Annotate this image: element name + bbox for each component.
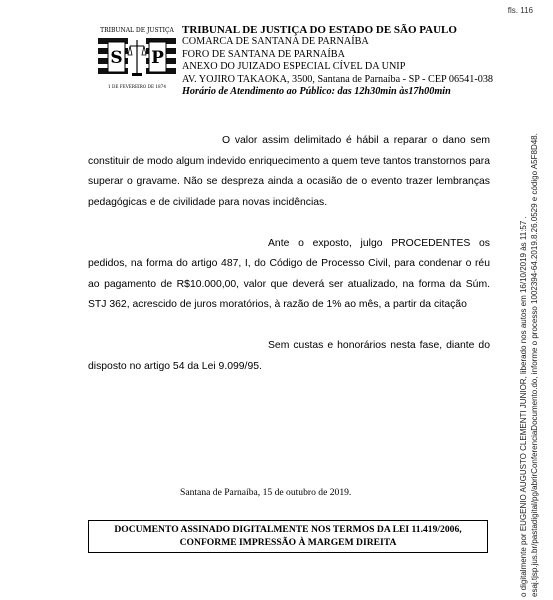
comarca: COMARCA DE SANTANA DE PARNAÍBA [182, 36, 369, 48]
seal-letter-s: S [110, 48, 123, 68]
digital-signature-stamp [88, 520, 488, 553]
margin-note-line-2: esaj.tjsp.jus.br/pastadigital/pg/abrirConferenciaDocumento.do, informe o processo 1002394-64.2019.8.26.0529 e código A5F8D48. [529, 133, 539, 597]
stamp-line-1: DOCUMENTO ASSINADO DIGITALMENTE NOS TERMOS DA LEI 11.419/2006, [114, 524, 462, 535]
seal-top-text: TRIBUNAL DE JUSTIÇA [100, 27, 174, 34]
paragraph-ruling: Ante o exposto, julgo PROCEDENTES os pedidos, na forma do artigo 487, I, do Código de Processo Civil, para condenar o réu ao pagamento de R$10.000,00, valor que deverá ser atualizado, na forma da Súm. STJ 362, acrescido de juros moratórios, à razão de 1% ao mês, a partir da citação [88, 237, 490, 310]
court-name: TRIBUNAL DE JUSTIÇA DO ESTADO DE SÃO PAULO [182, 24, 457, 36]
margin-note-line-1: o digitalmente por EUGENIO AUGUSTO CLEMENTI JUNIOR, liberado nos autos em 16/10/2019 às 11:57 . [519, 216, 528, 597]
service-hours: Horário de Atendimento ao Público: das 12h30min às17h00min [182, 86, 451, 98]
court-header [182, 24, 512, 98]
seal-bottom-text: 1 DE FEVEREIRO DE 1874 [108, 84, 166, 89]
seal-letter-p: P [151, 48, 164, 68]
margin-verification-note [519, 133, 540, 597]
anexo: ANEXO DO JUIZADO ESPECIAL CÍVEL DA UNIP [182, 61, 406, 73]
paragraph-damages: O valor assim delimitado é hábil a reparar o dano sem constituir de modo algum indevido enriquecimento a quem teve tantos transtornos para superar o gravame. Não se despreza ainda a ocasião de o evento trazer lembranças pedagógicas e de civilidade para novas incidências. [88, 135, 490, 208]
sign-date: Santana de Parnaíba, 15 de outubro de 2019. [180, 487, 352, 498]
court-seal-logo [98, 22, 176, 92]
paragraph-costs: Sem custas e honorários nesta fase, diante do disposto no artigo 54 da Lei 9.099/95. [88, 340, 490, 372]
court-address: AV. YOJIRO TAKAOKA, 3500, Santana de Parnaíba - SP - CEP 06541-038 [182, 73, 494, 85]
foro: FORO DE SANTANA DE PARNAÍBA [182, 48, 345, 60]
scales-of-justice-icon [128, 36, 146, 78]
decision-text [88, 131, 490, 398]
stamp-line-2: CONFORME IMPRESSÃO À MARGEM DIREITA [179, 536, 397, 548]
page-number: fls. 116 [507, 6, 533, 15]
